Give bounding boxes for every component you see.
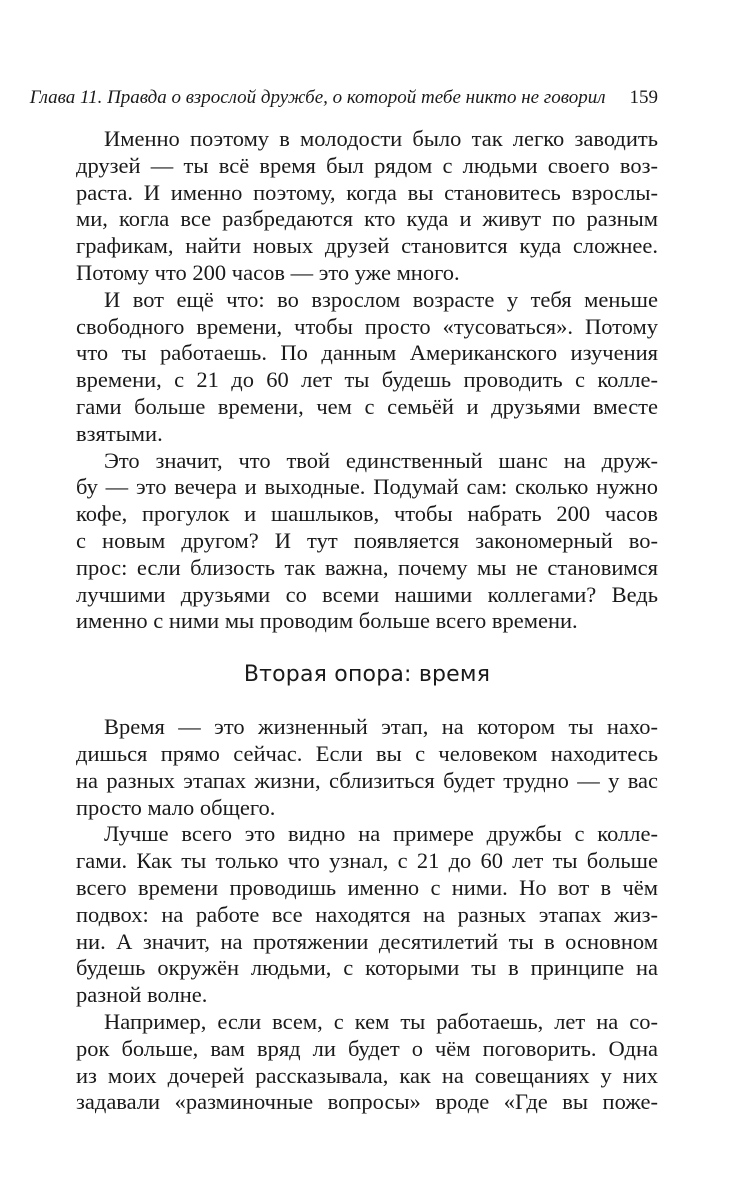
paragraph <box>76 448 658 636</box>
paragraph <box>76 821 658 1009</box>
text-line: ни. А значит, на протяжении десятилетий ты в основном <box>76 928 658 954</box>
text-line: графикам, найти новых друзей становится куда сложнее. <box>76 233 658 259</box>
text-line: из моих дочерей рассказывала, как на совещаниях у них <box>76 1062 658 1088</box>
text-line: именно с ними мы проводим больше всего времени. <box>76 608 578 634</box>
text-line: свободного времени, чтобы просто «тусоваться». Потому <box>76 313 658 339</box>
text-line: гами больше времени, чем с семьёй и друзьями вместе <box>76 393 658 419</box>
paragraph <box>76 1009 658 1116</box>
text-line: просто мало общего. <box>76 794 276 820</box>
section-heading: Вторая опора: время <box>243 662 491 688</box>
text-line: задавали «разминочные вопросы» вроде «Где вы поже- <box>76 1089 658 1115</box>
text-line: рок больше, вам вряд ли будет о чём поговорить. Одна <box>76 1035 658 1061</box>
running-header <box>29 86 658 110</box>
text-line: на разных этапах жизни, сблизиться будет трудно — у вас <box>76 767 658 793</box>
text-line: раста. И именно поэтому, когда вы становитесь взрослы- <box>76 179 658 205</box>
text-line: друзей — ты всё время был рядом с людьми своего воз- <box>76 152 658 178</box>
running-title: Глава 11. Правда о взрослой дружбе, о которой тебе никто не говорил <box>29 87 606 108</box>
text-line: дишься прямо сейчас. Если вы с человеком находитесь <box>76 740 658 766</box>
text-line: кофе, прогулок и шашлыков, чтобы набрать 200 часов <box>76 501 658 527</box>
paragraph <box>76 287 658 448</box>
text-line: подвох: на работе все находятся на разных этапах жиз- <box>76 901 658 927</box>
text-line: будешь окружён людьми, с которыми ты в принципе на <box>76 955 658 981</box>
paragraph <box>76 714 658 821</box>
text-line: Это значит, что твой единственный шанс на друж- <box>104 447 658 473</box>
text-line: Например, если всем, с кем ты работаешь, лет на со- <box>104 1008 658 1034</box>
page-number: 159 <box>629 87 658 108</box>
text-line: Время — это жизненный этап, на котором ты нахо- <box>104 714 658 740</box>
text-line: что ты работаешь. По данным Американского изучения <box>76 340 658 366</box>
text-line: времени, с 21 до 60 лет ты будешь проводить с колле- <box>76 367 658 393</box>
paragraph <box>76 126 658 287</box>
text-line: прос: если близость так важна, почему мы не становимся <box>76 554 658 580</box>
text-line: взятыми. <box>76 420 163 446</box>
text-line: И вот ещё что: во взрослом возрасте у тебя меньше <box>104 286 658 312</box>
text-line: бу — это вечера и выходные. Подумай сам: сколько нужно <box>76 474 658 500</box>
body-text <box>76 126 658 1116</box>
text-line: разной волне. <box>76 982 208 1008</box>
text-line: Именно поэтому в молодости было так легко заводить <box>104 126 658 151</box>
text-line: всего времени проводишь именно с ними. Но вот в чём <box>76 874 658 900</box>
text-line: ми, когла все разбредаются кто куда и живут по разным <box>76 206 658 232</box>
text-line: гами. Как ты только что узнал, с 21 до 60 лет ты больше <box>76 848 658 874</box>
text-line: Потому что 200 часов — это уже много. <box>76 259 460 285</box>
text-line: Лучше всего это видно на примере дружбы с колле- <box>104 821 658 847</box>
text-line: лучшими друзьями со всеми нашими коллегами? Ведь <box>76 581 658 607</box>
text-line: с новым другом? И тут появляется закономерный во- <box>76 527 658 553</box>
